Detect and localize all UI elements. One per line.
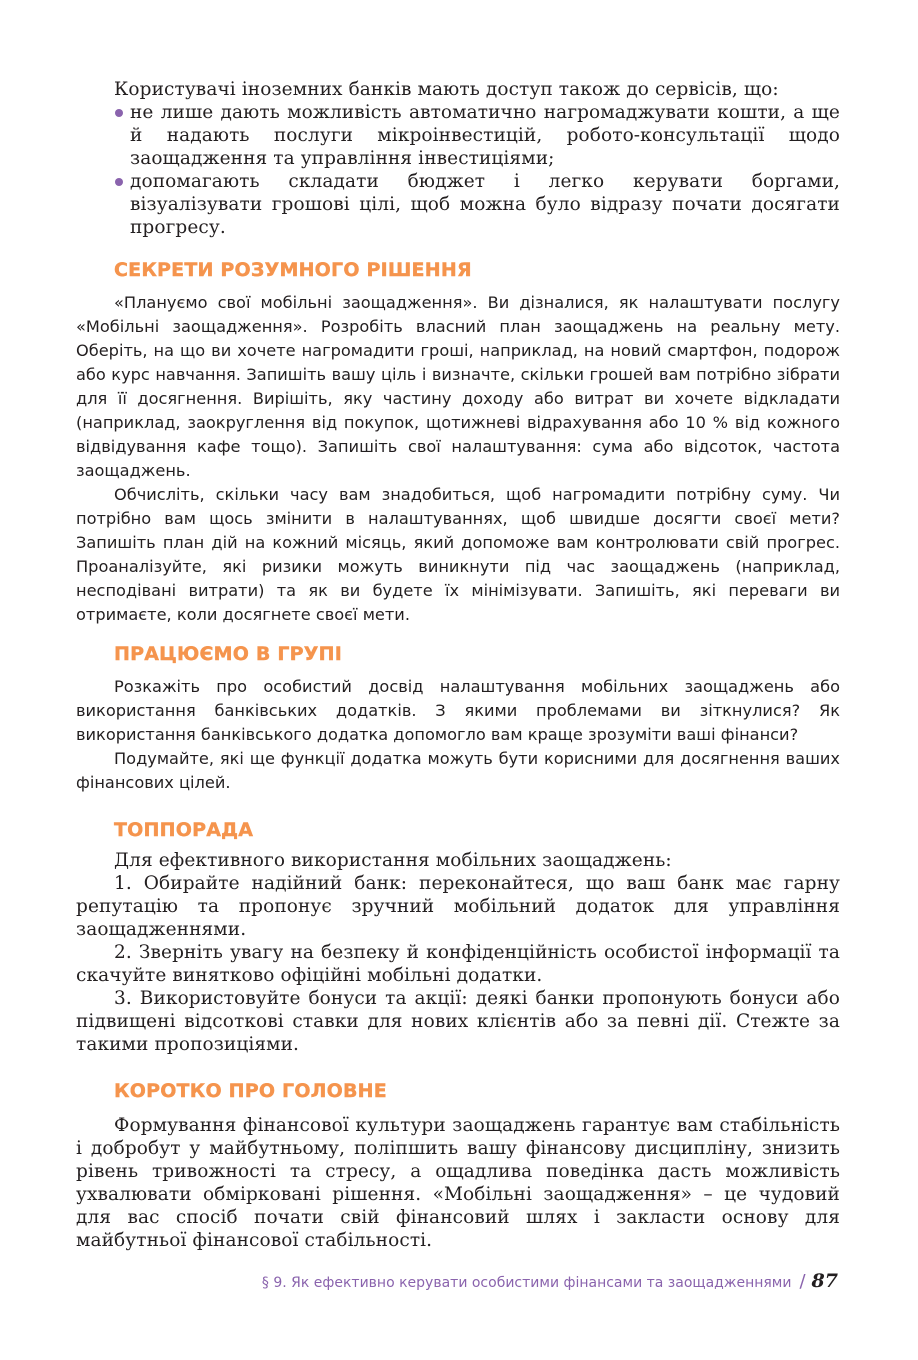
group-heading: ПРАЦЮЄМО В ГРУПІ xyxy=(114,643,343,665)
list-item xyxy=(130,170,840,239)
list-item xyxy=(130,101,840,170)
secrets-heading: СЕКРЕТИ РОЗУМНОГО РІШЕННЯ xyxy=(114,259,472,281)
tip-lead: Для ефективного використання мобільних заощаджень: xyxy=(114,850,672,871)
bullet-text: не лише дають можливість автоматично нагромаджувати кошти, а ще й надають послуги мікроінвестицій, робото-консультації щодо заощадження та управління інвестиціями; xyxy=(130,102,840,169)
bullet-text: допомагають складати бюджет і легко керувати боргами, візуалізувати грошові цілі, щоб можна було відразу почати досягати прогресу. xyxy=(130,171,840,238)
tip-heading: ТОППОРАДА xyxy=(114,819,254,841)
summary-heading: КОРОТКО ПРО ГОЛОВНЕ xyxy=(114,1080,387,1102)
group-paragraph: Розкажіть про особистий досвід налаштування мобільних заощаджень або використання банківських додатків. З якими проблемами ви зіткнулися? Як використання банківського додатка допомогло вам краще зрозуміти ваші фінанси? xyxy=(76,677,840,744)
page-content xyxy=(76,78,840,1252)
intro-bullet-list xyxy=(76,101,840,239)
summary-text: Формування фінансової культури заощаджень гарантує вам стабільність і добробут у майбутньому, поліпшить вашу фінансову дисципліну, знизить рівень тривожності та стресу, а ощадлива поведінка дасть можливість ухвалювати обмірковані рішення. «Мобільні заощадження» – це чудовий для вас спосіб почати свій фінансовий шлях і закласти основу для майбутньої фінансової стабільності. xyxy=(76,1115,840,1251)
footer-section-title: § 9. Як ефективно керувати особистими фінансами та заощадженнями xyxy=(261,1275,792,1291)
tip-item: 2. Зверніть увагу на безпеку й конфіденційність особистої інформації та скачуйте винятково офіційні мобільні додатки. xyxy=(76,942,840,986)
tip-item: 1. Обирайте надійний банк: переконайтеся, що ваш банк має гарну репутацію та пропонує зручний мобільний додаток для управління заощадженнями. xyxy=(76,873,840,940)
page-footer xyxy=(262,1270,838,1292)
bullet-dot-icon xyxy=(115,109,123,117)
intro-lead: Користувачі іноземних банків мають доступ також до сервісів, що: xyxy=(114,79,779,100)
page-number: 87 xyxy=(811,1270,838,1292)
bullet-dot-icon xyxy=(115,178,123,186)
group-paragraph: Подумайте, які ще функції додатка можуть бути корисними для досягнення ваших фінансових цілей. xyxy=(76,749,840,792)
secrets-paragraph: «Плануємо свої мобільні заощадження». Ви дізналися, як налаштувати послугу «Мобільні заощадження». Розробіть власний план заощаджень на реальну мету. Оберіть, на що ви хочете нагромадити гроші, наприклад, на новий смартфон, подорож або курс навчання. Запишіть вашу ціль і визначте, скільки грошей вам потрібно зібрати для її досягнення. Вирішіть, яку частину доходу або витрат ви хочете відкладати (наприклад, заокруглення від покупок, щотижневі відрахування або 10 % від кожного відвідування кафе тощо). Запишіть свої налаштування: сума або відсоток, частота заощаджень. xyxy=(76,293,840,480)
secrets-paragraph: Обчисліть, скільки часу вам знадобиться, щоб нагромадити потрібну суму. Чи потрібно вам щось змінити в налаштуваннях, щоб швидше досягти своєї мети? Запишіть план дій на кожний місяць, який допоможе вам контролювати свій прогрес. Проаналізуйте, які ризики можуть виникнути під час заощаджень (наприклад, несподівані витрати) та як ви будете їх мінімізувати. Запишіть, які переваги ви отримаєте, коли досягнете своєї мети. xyxy=(76,485,840,624)
footer-separator: / xyxy=(799,1271,806,1292)
tip-item: 3. Використовуйте бонуси та акції: деякі банки пропонують бонуси або підвищені відсоткові ставки для нових клієнтів або за певні дії. Стежте за такими пропозиціями. xyxy=(76,988,840,1055)
